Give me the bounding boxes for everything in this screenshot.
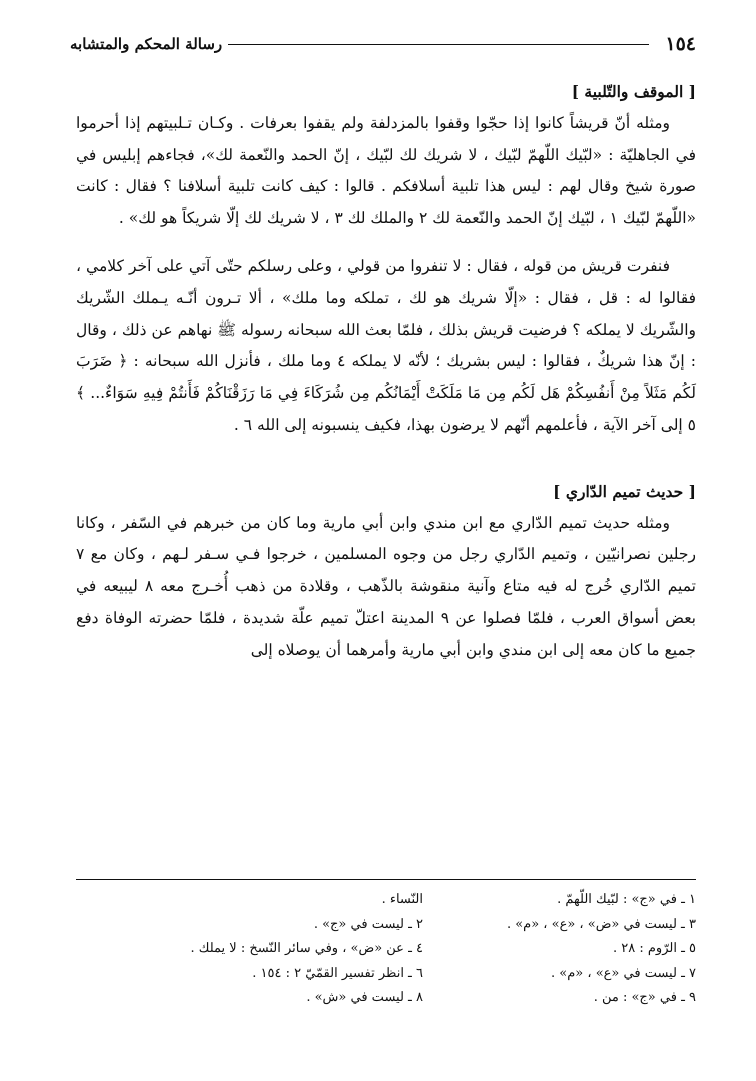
footnote: ٩ ـ في «ج» : من . [593, 990, 696, 1005]
footnote: النّساء . [381, 892, 423, 907]
footnotes [190, 888, 696, 1011]
header-rule [228, 44, 649, 45]
footnote: ٥ ـ الرّوم : ٢٨ . [612, 941, 696, 956]
paragraph: ومثله حديث تميم الدّاري مع ابن مندي وابن أبي مارية وما كان من خبرهم في السّفر ، وكانا رجلين نصرانيّين ، وتميم الدّاري رجل من وجوه المسلمين ، خرجوا فـي سـفر لـهم ، وكان مع ٧ تميم الدّاري خُرج له فيه متاع وآنية منقوشة بالذّهب ، وقلادة من ذهب أُخـرج معه ٨ ليبيعه في بعض أسواق العرب ، فلمّا فصلوا عن ٩ المدينة اعتلّ تميم علّة شديدة ، فلمّا حضرته الوفاة دفع جميع ما كان معه إلى ابن مندي وابن أبي مارية وأمرهما أن يوصلاه إلى [76, 513, 696, 659]
footnote: ٤ ـ عن «ض» ، وفي سائر النّسخ : لا يملك . [190, 941, 423, 956]
running-head [70, 32, 696, 56]
footnote: ٦ ـ انظر تفسير القمّيّ ٢ : ١٥٤ . [252, 965, 423, 981]
footnote: ٨ ـ ليست في «ش» . [306, 990, 423, 1005]
main-text [76, 76, 696, 667]
book-title: رسالة المحكم والمتشابه [70, 35, 223, 53]
section-heading-tamim: [ حديث تميم الدّاري ] [553, 481, 696, 501]
footnote: ٧ ـ ليست في «ع» ، «م» . [551, 965, 696, 981]
footnote: ١ ـ في «ج» : لبّيك اللّهمّ . [557, 892, 696, 907]
page-number: ١٥٤ [665, 33, 696, 55]
footnote-rule [76, 879, 696, 880]
section-heading-mawqif: [ الموقف والتّلبية ] [571, 82, 696, 101]
footnote: ٢ ـ ليست في «ج» . [313, 916, 423, 932]
paragraph: فنفرت قريش من قوله ، فقال : لا تنفروا من قولي ، وعلى رسلكم حتّى آتي على آخر كلامي ، فقالوا له : قل ، فقال : «إلّا شريك هو لك ، تملكه وما ملك» ، ألا تـرون أنّـه يـملك الشّريك والشّريك لا يملكه ؟ فرضيت قريش بذلك ، فلمّا بعث الله سبحانه رسوله ﷺ نهاهم عن ذلك ، وقال : إنّ هذا شريكٌ ، فقالوا : ليس بشريك ؛ لأنّه لا يملكه ٤ وما ملك ، فأنزل الله سبحانه : ﴿ ضَرَبَ لَكُم مَثَلاً مِنْ أَنفُسِكُمْ هَل لَكُم مِن مَا مَلَكَتْ أَيْمَانُكُم مِن شُرَكَاءَ فِي مَا رَزَقْنَاكُمْ فَأَنتُمْ فِيهِ سَوَاءٌ... ﴾ ٥ إلى آخر الآية ، فأعلمهم أنّهم لا يرضون بهذا، فكيف ينسبونه إلى الله ٦ . [76, 256, 696, 434]
paragraph: ومثله أنّ قريشاً كانوا إذا حجّوا وقفوا بالمزدلفة ولم يقفوا بعرفات . وكـان تـلبيتهم إذا أحرموا في الجاهليّة : «لبّيك اللّهمّ لبّيك ، لا شريك لك لبّيك ، إنّ الحمد والنّعمة لك»، فجاءهم إبليس في صورة شيخ وقال لهم : ليس هذا تلبية أسلافكم . قالوا : كيف كانت تلبية أسلافنا ؟ فقال : كانت «اللّهمّ لبّيك ١ ، لبّيك إنّ الحمد والنّعمة لك ٢ والملك لك ٣ ، لا شريك لك إلّا شريكاً هو لك» . [76, 113, 696, 228]
footnote: ٣ ـ ليست في «ض» ، «ع» ، «م» . [506, 916, 696, 932]
